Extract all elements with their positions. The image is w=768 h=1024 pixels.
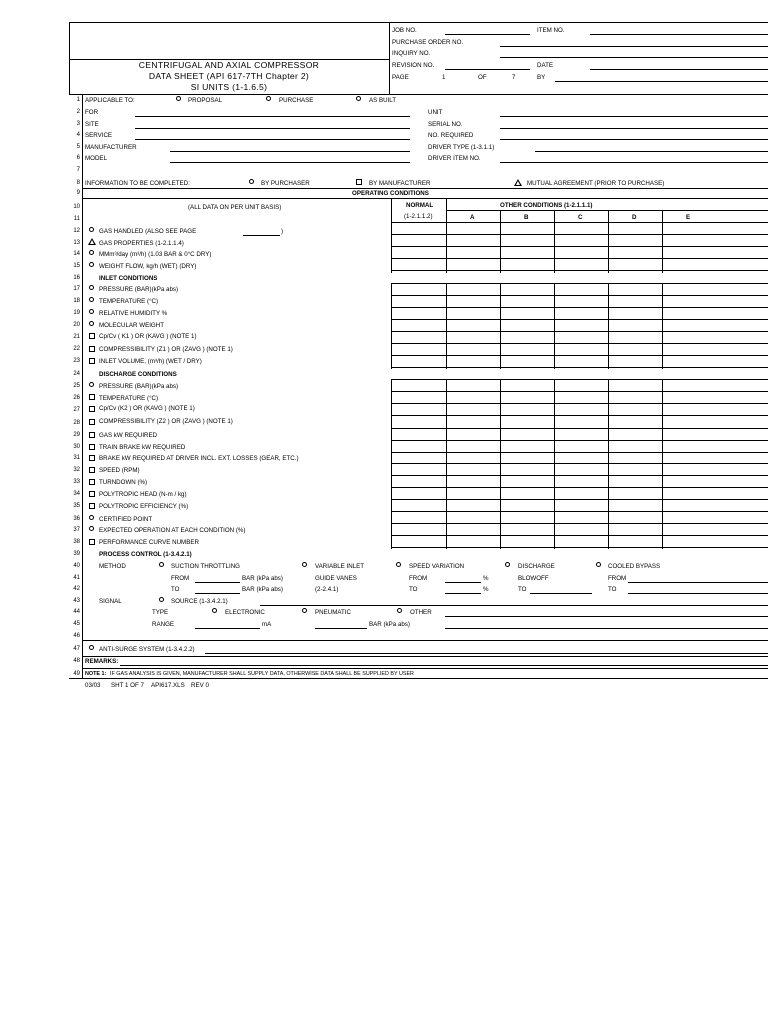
r29-square-icon: [89, 432, 95, 438]
guide-vanes-ref: (2-2.4.1): [315, 586, 339, 593]
for-field[interactable]: [135, 116, 410, 117]
process-control-heading: PROCESS CONTROL (1-3.4.2.1): [99, 551, 192, 558]
r12-circle-icon: [89, 227, 94, 232]
row-number-34: 34: [73, 491, 80, 497]
grid-block-top-2: [391, 379, 768, 380]
row-number-12: 12: [73, 228, 80, 234]
grid-row-line-12: [391, 403, 768, 404]
range-bar-unit: BAR (kPa abs): [369, 621, 410, 628]
note1-label: NOTE 1:: [85, 671, 107, 677]
pneumatic-radio[interactable]: [302, 608, 307, 613]
driver-item-no-label: DRIVER ITEM NO.: [428, 155, 481, 162]
inlet-cpcv-label: Cp/Cv ( K1 ) OR (KAVG ) (NOTE 1): [99, 333, 197, 340]
mutual-agreement-label: MUTUAL AGREEMENT (PRIOR TO PURCHASE): [527, 180, 665, 187]
row-number-24: 24: [73, 371, 80, 377]
source-circle-icon: [159, 597, 164, 602]
driver-type-label: DRIVER TYPE (1-3.1.1): [428, 144, 495, 151]
grid-vline-hdr-1: [554, 210, 555, 222]
manufacturer-label: MANUFACTURER: [85, 144, 137, 151]
molecular-weight-label: MOLECULAR WEIGHT: [99, 322, 164, 329]
row-number-3: 3: [76, 121, 80, 127]
range-bar-field[interactable]: [315, 628, 367, 629]
grid-vline-b0-2: [500, 222, 501, 273]
other-field[interactable]: [445, 616, 768, 617]
inlet-compressibility-label: COMPRESSIBILITY (Z1 ) OR (ZAVG ) (NOTE 1): [99, 346, 233, 353]
anti-surge-circle-icon: [89, 645, 94, 650]
anti-surge-field[interactable]: [205, 653, 768, 654]
proposal-label: PROPOSAL: [188, 97, 223, 104]
gas-handled-page-field[interactable]: [243, 235, 280, 236]
bypass-from-field[interactable]: [628, 582, 768, 583]
discharge-temperature-label: TEMPERATURE (°C): [99, 395, 159, 402]
suction-to-unit: BAR (kPa abs): [242, 586, 283, 593]
r14-circle-icon: [89, 250, 94, 255]
serial-no-field[interactable]: [500, 128, 768, 129]
suction-to-field[interactable]: [195, 593, 240, 594]
relative-humidity-label: RELATIVE HUMIDITY %: [99, 310, 168, 317]
grid-row-line-11: [391, 391, 768, 392]
row-number-39: 39: [73, 551, 80, 557]
row-number-27: 27: [73, 407, 80, 413]
guide-vanes-label: GUIDE VANES: [315, 575, 357, 582]
date-field[interactable]: [590, 69, 768, 70]
row-number-4: 4: [76, 132, 80, 138]
grid-row-line-8: [391, 343, 768, 344]
by-label: BY: [537, 74, 546, 81]
row-number-29: 29: [73, 432, 80, 438]
row-number-18: 18: [73, 298, 80, 304]
variable-inlet-label: VARIABLE INLET: [315, 563, 365, 570]
blowoff-to-field[interactable]: [530, 593, 592, 594]
grid-row-line-2: [391, 258, 768, 259]
blowoff-label: BLOWOFF: [518, 575, 549, 582]
row-number-47: 47: [73, 646, 80, 652]
discharge-cpcv-label: Cp/Cv (K2 ) OR (KAVG ) (NOTE 1): [99, 405, 195, 412]
by-purchaser-circle-icon: [249, 179, 254, 184]
no-required-label: NO. REQUIRED: [428, 132, 474, 139]
item-no-field[interactable]: [590, 34, 768, 35]
bypass-to-label: TO: [608, 586, 617, 593]
grid-vline-a: [446, 198, 447, 222]
grid-row-line-16: [391, 452, 768, 453]
suction-from-field[interactable]: [195, 582, 240, 583]
r38-square-icon: [89, 539, 95, 545]
row-number-35: 35: [73, 503, 80, 509]
as-built-radio[interactable]: [356, 96, 361, 101]
inquiry-no-label: INQUIRY NO.: [392, 50, 431, 57]
grid-row-line-23: [391, 535, 768, 536]
cooled-bypass-radio[interactable]: [596, 562, 601, 567]
grid-vline-b0-3: [554, 222, 555, 273]
range-label: RANGE: [152, 621, 175, 628]
gas-kw-label: GAS kW REQUIRED: [99, 432, 158, 439]
grid-row-line-24: [391, 547, 768, 548]
suction-to-label: TO: [171, 586, 180, 593]
anti-surge-label: ANTI-SURGE SYSTEM (1-3.4.2.2): [99, 646, 195, 653]
site-label: SITE: [85, 121, 99, 128]
grid-block-top-1: [391, 283, 768, 284]
by-purchaser-label: BY PURCHASER: [261, 180, 310, 187]
bypass-from-label: FROM: [608, 575, 627, 582]
grid-vline-b0-1: [446, 222, 447, 273]
grid-row-line-1: [391, 246, 768, 247]
driver-type-field[interactable]: [535, 151, 768, 152]
driver-item-no-field[interactable]: [500, 162, 768, 163]
grid-row-line-14: [391, 428, 768, 429]
service-field[interactable]: [135, 139, 410, 140]
r36-circle-icon: [89, 515, 94, 520]
range-ma-field[interactable]: [195, 628, 260, 629]
row-number-31: 31: [73, 455, 80, 461]
proposal-radio[interactable]: [176, 96, 181, 101]
col-e-heading: E: [686, 214, 691, 221]
r22-square-icon: [89, 346, 95, 352]
r17-circle-icon: [89, 285, 94, 290]
grid-row-line-0: [391, 234, 768, 235]
operating-conditions-heading: OPERATING CONDITIONS: [352, 190, 429, 197]
item-no-label: ITEM NO.: [537, 27, 565, 34]
normal-heading: NORMAL: [406, 202, 434, 209]
grid-row-line-19: [391, 487, 768, 488]
grid-block-top-0: [391, 222, 768, 223]
electronic-label: ELECTRONIC: [225, 609, 265, 616]
speed-variation-label: SPEED VARIATION: [409, 563, 465, 570]
r27-square-icon: [89, 406, 95, 412]
remarks-field[interactable]: [120, 665, 768, 666]
no-required-field[interactable]: [500, 139, 768, 140]
source-label: SOURCE (1-3.4.2.1): [171, 598, 228, 605]
grid-row-line-3: [391, 270, 768, 271]
footer-sheet: SHT 1 OF 7: [111, 682, 144, 689]
site-field[interactable]: [135, 128, 410, 129]
r19-circle-icon: [89, 309, 94, 314]
grid-row-line-4: [391, 295, 768, 296]
grid-row-line-7: [391, 331, 768, 332]
r13-triangle-icon: [88, 238, 96, 245]
speed-from-label: FROM: [409, 575, 428, 582]
model-label: MODEL: [85, 155, 108, 162]
row-number-33: 33: [73, 479, 80, 485]
suction-from-unit: BAR (kPa abs): [242, 575, 283, 582]
electronic-radio[interactable]: [212, 608, 217, 613]
r35-square-icon: [89, 503, 95, 509]
row-number-17: 17: [73, 286, 80, 292]
grid-vline-hdr-0: [500, 210, 501, 222]
manufacturer-field[interactable]: [170, 151, 410, 152]
by-manufacturer-square-icon: [356, 179, 362, 185]
row-number-45: 45: [73, 621, 80, 627]
row-number-19: 19: [73, 310, 80, 316]
grid-vline-normal: [391, 198, 392, 222]
revision-no-field[interactable]: [445, 69, 530, 70]
grid-row-line-17: [391, 463, 768, 464]
r26-square-icon: [89, 394, 95, 400]
row-number-30: 30: [73, 444, 80, 450]
revision-no-label: REVISION NO.: [392, 62, 435, 69]
r25-circle-icon: [89, 382, 94, 387]
page-label: PAGE: [392, 74, 409, 81]
row-number-13: 13: [73, 240, 80, 246]
unit-field[interactable]: [500, 116, 768, 117]
r15-circle-icon: [89, 262, 94, 267]
row-number-25: 25: [73, 383, 80, 389]
as-built-label: AS BUILT: [369, 97, 397, 104]
r31-square-icon: [89, 455, 95, 461]
form-title-line1: CENTRIFUGAL AND AXIAL COMPRESSOR: [138, 60, 320, 70]
purchase-order-label: PURCHASE ORDER NO.: [392, 39, 464, 46]
speed-from-field[interactable]: [445, 582, 481, 583]
range-ma-unit: mA: [262, 621, 272, 628]
blowoff-to-label: TO: [518, 586, 527, 593]
row-number-20: 20: [73, 322, 80, 328]
suction-throttling-label: SUCTION THROTTLING: [171, 563, 240, 570]
row-number-26: 26: [73, 395, 80, 401]
inlet-pressure-label: PRESSURE (BAR)(kPa abs): [99, 286, 179, 293]
form-title-line3: SI UNITS (1-1.6.5): [190, 82, 268, 92]
speed-to-percent: %: [483, 586, 489, 593]
speed-to-label: TO: [409, 586, 418, 593]
weight-flow-label: WEIGHT FLOW, kg/h (WET) (DRY): [99, 263, 197, 270]
inlet-temperature-label: TEMPERATURE (°C): [99, 298, 159, 305]
service-label: SERVICE: [85, 132, 113, 139]
grid-row-line-6: [391, 319, 768, 320]
grid-row-line-15: [391, 440, 768, 441]
speed-from-percent: %: [483, 575, 489, 582]
gas-handled-label: GAS HANDLED (ALSO SEE PAGE: [99, 228, 197, 235]
certified-point-label: CERTIFIED POINT: [99, 516, 153, 523]
discharge-radio[interactable]: [505, 562, 510, 567]
r23-square-icon: [89, 358, 95, 364]
purchase-label: PURCHASE: [279, 97, 314, 104]
row-number-8: 8: [76, 180, 80, 186]
row-number-9: 9: [76, 190, 80, 196]
r33-square-icon: [89, 479, 95, 485]
model-field[interactable]: [170, 162, 410, 163]
r37-circle-icon: [89, 526, 94, 531]
speed-to-field[interactable]: [445, 593, 481, 594]
col-c-heading: C: [578, 214, 583, 221]
unit-label: UNIT: [428, 109, 443, 116]
col-b-heading: B: [524, 214, 529, 221]
row-number-40: 40: [73, 563, 80, 569]
grid-vline-hdr-2: [608, 210, 609, 222]
row-number-38: 38: [73, 539, 80, 545]
turndown-label: TURNDOWN (%): [99, 479, 148, 486]
mmm3-label: MMm³/day (m³/h) (1.03 BAR & 0°C DRY): [99, 251, 212, 258]
note1-text: IF GAS ANALYSIS IS GIVEN, MANUFACTURER SHALL SUPPLY DATA, OTHERWISE DATA SHALL BE SUPPLIED BY USER: [110, 671, 414, 677]
grid-vline-hdr-3: [662, 210, 663, 222]
gas-properties-label: GAS PROPERTIES (1-2.1.1.4): [99, 240, 184, 247]
source-field[interactable]: [260, 605, 768, 606]
info-to-complete-label: INFORMATION TO BE COMPLETED:: [85, 180, 190, 187]
of-label: OF: [478, 74, 487, 81]
row-number-28: 28: [73, 420, 80, 426]
row-number-1: 1: [76, 97, 80, 103]
discharge-pressure-label: PRESSURE (BAR)(kPa abs): [99, 383, 179, 390]
discharge-conditions-heading: DISCHARGE CONDITIONS: [99, 371, 177, 378]
expected-operation-label: EXPECTED OPERATION AT EACH CONDITION (%): [99, 527, 246, 534]
speed-variation-radio[interactable]: [396, 562, 401, 567]
r32-square-icon: [89, 467, 95, 473]
footer-date-code: 03/03: [85, 682, 101, 689]
all-data-note: (ALL DATA ON PER UNIT BASIS): [188, 204, 282, 211]
pneumatic-label: PNEUMATIC: [315, 609, 351, 616]
col-a-heading: A: [470, 214, 475, 221]
page-value: 1: [442, 74, 446, 81]
grid-vline-b0-0: [391, 222, 392, 273]
suction-from-label: FROM: [171, 575, 190, 582]
mutual-agreement-triangle-icon: [514, 179, 522, 186]
discharge-compressibility-label: COMPRESSIBILITY (Z2 ) OR (ZAVG ) (NOTE 1): [99, 418, 233, 425]
serial-no-label: SERIAL NO.: [428, 121, 463, 128]
normal-ref: (1-2.1.1.2): [404, 213, 433, 220]
purchase-radio[interactable]: [266, 96, 271, 101]
grid-row-line-18: [391, 475, 768, 476]
train-brake-kw-label: TRAIN BRAKE kW REQUIRED: [99, 444, 186, 451]
row-number-46: 46: [73, 633, 80, 639]
for-label: FOR: [85, 109, 99, 116]
row-number-2: 2: [76, 109, 80, 115]
signal-label: SIGNAL: [99, 598, 122, 605]
r20-circle-icon: [89, 321, 94, 326]
by-field[interactable]: [555, 81, 768, 82]
type-label: TYPE: [152, 609, 169, 616]
job-no-field[interactable]: [445, 34, 530, 35]
other-conditions-heading: OTHER CONDITIONS (1-2.1.1.1): [500, 202, 593, 209]
row-number-5: 5: [76, 144, 80, 150]
grid-vline-b0-5: [662, 222, 663, 273]
row-number-6: 6: [76, 155, 80, 161]
inquiry-no-field[interactable]: [500, 57, 768, 58]
footer-rev: REV 0: [191, 682, 209, 689]
row-number-48: 48: [73, 658, 80, 664]
row-number-37: 37: [73, 527, 80, 533]
remarks-label: REMARKS:: [85, 658, 119, 665]
method-label: METHOD: [99, 563, 126, 570]
speed-label: SPEED (RPM): [99, 467, 140, 474]
row-number-10: 10: [73, 204, 80, 210]
brake-kw-driver-label: BRAKE kW REQUIRED AT DRIVER INCL. EXT. LOSSES (GEAR, ETC.): [99, 455, 299, 462]
job-no-label: JOB NO.: [392, 27, 417, 34]
applicable-to-label: APPLICABLE TO:: [85, 97, 135, 104]
grid-vline-b0-4: [608, 222, 609, 273]
row-number-42: 42: [73, 586, 80, 592]
range-extra-field[interactable]: [445, 628, 768, 629]
purchase-order-field[interactable]: [500, 46, 768, 47]
grid-row-line-10: [391, 367, 768, 368]
col-d-heading: D: [632, 214, 637, 221]
row-number-49: 49: [73, 671, 80, 677]
suction-throttling-radio[interactable]: [159, 562, 164, 567]
row-number-11: 11: [73, 216, 80, 222]
bypass-to-field[interactable]: [628, 593, 768, 594]
inlet-volume-label: INLET VOLUME, (m³/h) (WET / DRY): [99, 358, 202, 365]
by-manufacturer-label: BY MANUFACTURER: [369, 180, 431, 187]
other-radio[interactable]: [397, 608, 402, 613]
row-number-22: 22: [73, 346, 80, 352]
form-title-line2: DATA SHEET (API 617-7TH Chapter 2): [148, 71, 310, 81]
r34-square-icon: [89, 491, 95, 497]
performance-curve-label: PERFORMANCE CURVE NUMBER: [99, 539, 199, 546]
r30-square-icon: [89, 444, 95, 450]
row-number-21: 21: [73, 334, 80, 340]
grid-row-line-20: [391, 499, 768, 500]
of-value: 7: [512, 74, 516, 81]
r18-circle-icon: [89, 297, 94, 302]
r28-square-icon: [89, 419, 95, 425]
r21-square-icon: [89, 333, 95, 339]
cooled-bypass-label: COOLED BYPASS: [608, 563, 661, 570]
grid-row-line-5: [391, 307, 768, 308]
grid-row-line-9: [391, 355, 768, 356]
variable-inlet-radio[interactable]: [302, 562, 307, 567]
row-number-7: 7: [76, 167, 80, 173]
row-number-41: 41: [73, 575, 80, 581]
date-label: DATE: [537, 62, 554, 69]
row-number-divider: [82, 95, 83, 679]
row-number-16: 16: [73, 275, 80, 281]
row-number-44: 44: [73, 609, 80, 615]
row-number-23: 23: [73, 358, 80, 364]
grid-row-line-21: [391, 511, 768, 512]
other-label: OTHER: [410, 609, 432, 616]
grid-row-line-22: [391, 523, 768, 524]
grid-row-line-13: [391, 415, 768, 416]
polytropic-efficiency-label: POLYTROPIC EFFICIENCY (%): [99, 503, 189, 510]
polytropic-head-label: POLYTROPIC HEAD (N-m / kg): [99, 491, 187, 498]
row-number-32: 32: [73, 467, 80, 473]
footer-file: API617.XLS: [151, 682, 185, 689]
row-number-14: 14: [73, 251, 80, 257]
row-number-43: 43: [73, 598, 80, 604]
row-number-36: 36: [73, 516, 80, 522]
row-number-15: 15: [73, 263, 80, 269]
gas-handled-close: ): [281, 228, 284, 235]
inlet-conditions-heading: INLET CONDITIONS: [99, 275, 158, 282]
discharge-label: DISCHARGE: [518, 563, 555, 570]
